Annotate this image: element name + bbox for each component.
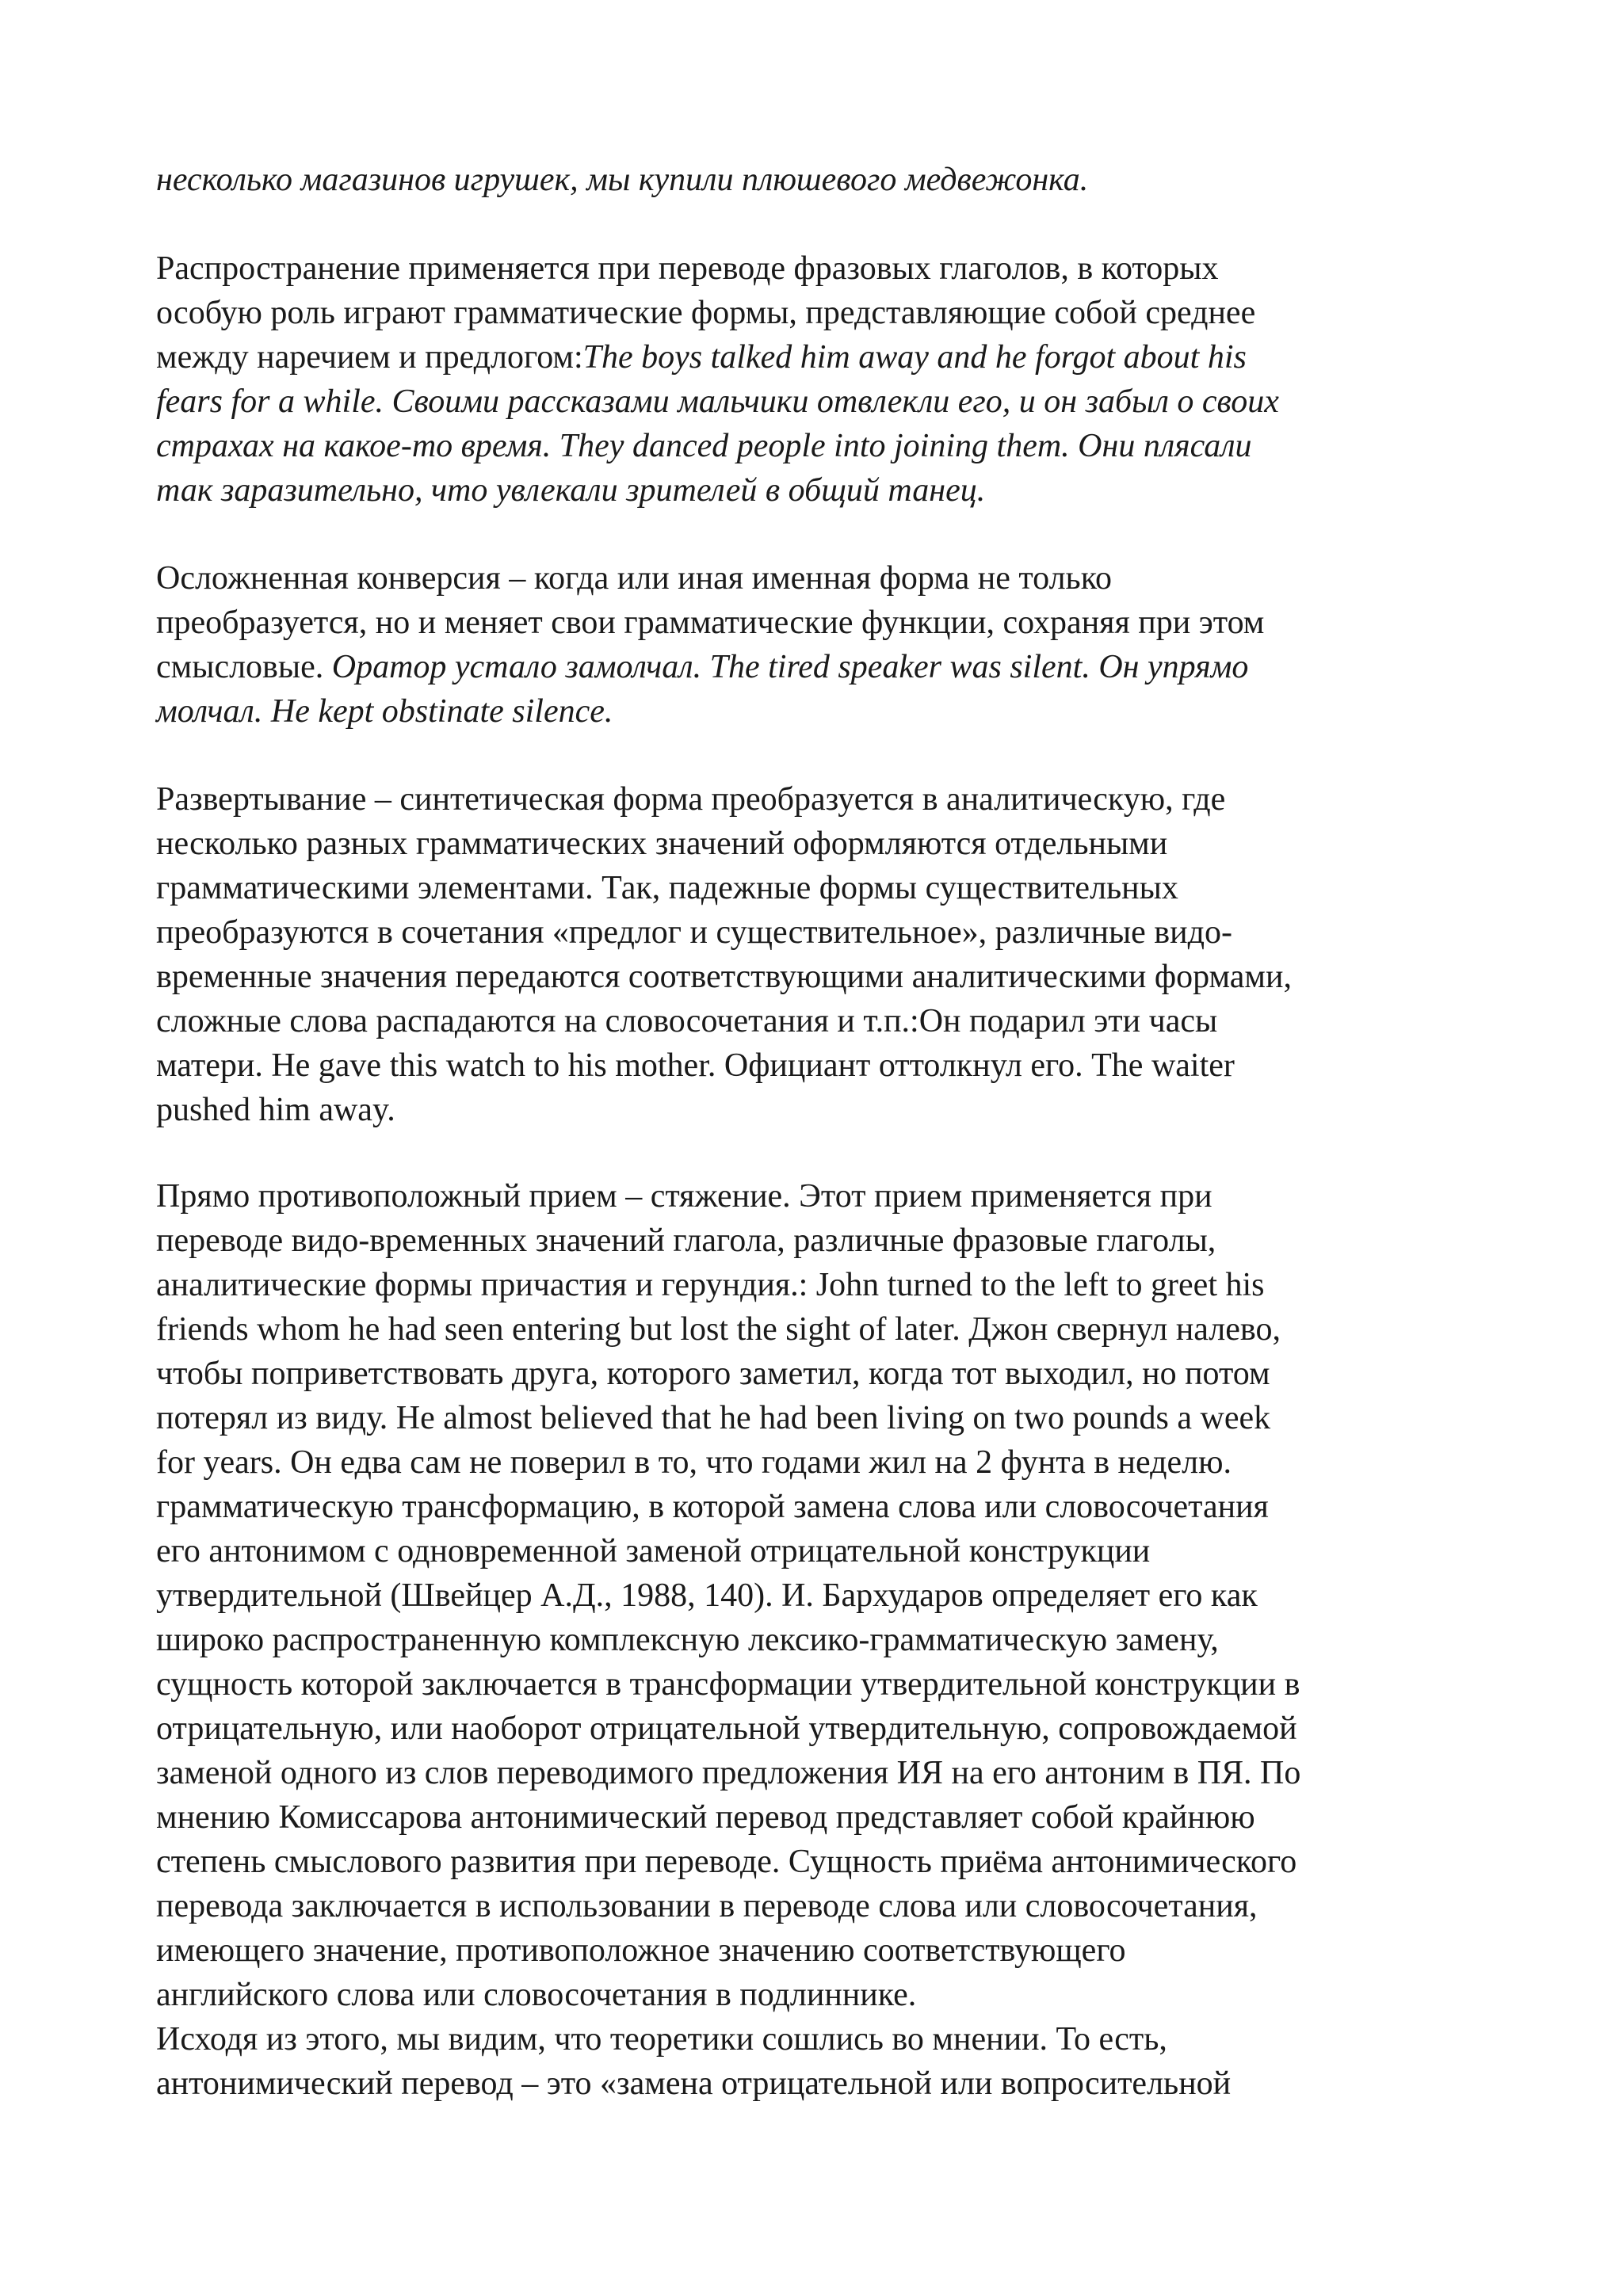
body-text: английского слова или словосочетания в подлиннике. (156, 1977, 917, 2013)
text-line (156, 1352, 1487, 1396)
text-line (156, 1573, 1487, 1618)
text-line (156, 1307, 1487, 1352)
text-line (156, 645, 1487, 689)
text-line (156, 601, 1487, 645)
body-text: смысловые. (156, 649, 332, 685)
text-line (156, 1707, 1487, 1751)
text-line (156, 1263, 1487, 1307)
text-line (156, 246, 1487, 291)
text-line (156, 955, 1487, 999)
text-line (156, 866, 1487, 910)
text-line (156, 1396, 1487, 1440)
body-text: отрицательную, или наоборот отрицательной утвердительную, сопровождаемой (156, 1711, 1297, 1747)
italic-example-text: The boys talked him away and he forgot about his (582, 339, 1247, 376)
text-line (156, 556, 1487, 601)
body-text: особую роль играют грамматические формы, представляющие собой среднее (156, 295, 1256, 331)
text-line (156, 1840, 1487, 1884)
body-text: несколько разных грамматических значений оформляются отдельными (156, 826, 1168, 862)
text-line (156, 379, 1487, 424)
body-text: Распространение применяется при переводе фразовых глаголов, в которых (156, 250, 1219, 287)
body-text: сложные слова распадаются на словосочетания и т.п.:Он подарил эти часы (156, 1003, 1218, 1039)
text-line (156, 822, 1487, 866)
text-line (156, 2061, 1487, 2106)
text-line (156, 1440, 1487, 1485)
text-line (156, 1884, 1487, 1928)
body-text: заменой одного из слов переводимого предложения ИЯ на его антоним в ПЯ. По (156, 1755, 1301, 1791)
italic-example-text: Оратор устало замолчал. The tired speaker was silent. Он упрямо (331, 649, 1249, 685)
text-line (156, 999, 1487, 1043)
paragraph-continuation-example (156, 158, 1487, 202)
text-line (156, 689, 1487, 734)
paragraph-conclusion (156, 2017, 1487, 2106)
body-text: потерял из виду. He almost believed that he had been living on two pounds a week (156, 1400, 1271, 1436)
body-text: pushed him away. (156, 1092, 395, 1128)
text-line (156, 1088, 1487, 1132)
body-text: антонимический перевод – это «замена отрицательной или вопросительной (156, 2065, 1232, 2102)
text-line (156, 158, 1487, 202)
paragraph-contraction-and-antonymic (156, 1174, 1487, 2017)
italic-example-text: страхах на какое-то время. They danced people into joining them. Они плясали (156, 428, 1252, 464)
text-line (156, 1618, 1487, 1662)
body-text: чтобы поприветствовать друга, которого заметил, когда тот выходил, но потом (156, 1356, 1270, 1392)
text-line (156, 424, 1487, 468)
text-line (156, 1662, 1487, 1707)
text-line (156, 2017, 1487, 2061)
text-line (156, 335, 1487, 379)
text-line (156, 468, 1487, 513)
text-line (156, 1928, 1487, 1973)
body-text: широко распространенную комплексную лексико-грамматическую замену, (156, 1622, 1219, 1658)
italic-example-text: молчал. He kept obstinate silence. (156, 693, 613, 730)
text-line (156, 777, 1487, 822)
body-text: сущность которой заключается в трансформации утвердительной конструкции в (156, 1666, 1300, 1703)
body-text: Прямо противоположный прием – стяжение. Этот прием применяется при (156, 1178, 1212, 1215)
body-text: for years. Он едва сам не поверил в то, что годами жил на 2 фунта в неделю. (156, 1444, 1232, 1481)
text-line (156, 1795, 1487, 1840)
body-text: Развертывание – синтетическая форма преобразуется в аналитическую, где (156, 781, 1226, 818)
body-text: грамматическими элементами. Так, падежные формы существительных (156, 870, 1178, 906)
text-line (156, 1485, 1487, 1529)
text-line (156, 1529, 1487, 1573)
body-text: временные значения передаются соответствующими аналитическими формами, (156, 959, 1292, 995)
text-line (156, 910, 1487, 955)
text-line (156, 291, 1487, 335)
body-text: имеющего значение, противоположное значению соответствующего (156, 1932, 1126, 1969)
body-text: мнению Комиссарова антонимический перевод представляет собой крайнюю (156, 1799, 1255, 1836)
body-text: friends whom he had seen entering but lost the sight of later. Джон свернул налево, (156, 1311, 1281, 1348)
paragraph-unfolding (156, 777, 1487, 1132)
body-text: Осложненная конверсия – когда или иная именная форма не только (156, 560, 1112, 597)
text-line (156, 1043, 1487, 1088)
body-text: перевода заключается в использовании в переводе слова или словосочетания, (156, 1888, 1258, 1924)
body-text: утвердительной (Швейцер А.Д., 1988, 140). И. Бархударов определяет его как (156, 1577, 1258, 1614)
body-text: преобразуются в сочетания «предлог и существительное», различные видо- (156, 914, 1232, 951)
body-text: матери. He gave this watch to his mother. Официант оттолкнул его. The waiter (156, 1047, 1235, 1084)
italic-example-text: так заразительно, что увлекали зрителей в общий танец. (156, 472, 986, 509)
body-text: его антонимом с одновременной заменой отрицательной конструкции (156, 1533, 1151, 1569)
text-line (156, 1174, 1487, 1219)
body-text: аналитические формы причастия и герундия.: John turned to the left to greet his (156, 1267, 1265, 1303)
text-line (156, 1751, 1487, 1795)
body-text: переводе видо-временных значений глагола, различные фразовые глаголы, (156, 1222, 1216, 1259)
body-text: преобразуется, но и меняет свои грамматические функции, сохраняя при этом (156, 605, 1265, 641)
paragraph-complicated-conversion (156, 556, 1487, 734)
text-line (156, 1973, 1487, 2017)
body-text: между наречием и предлогом: (156, 339, 583, 376)
paragraph-expansion (156, 246, 1487, 513)
italic-example-text: fears for a while. Своими рассказами мальчики отвлекли его, и он забыл о своих (156, 383, 1279, 420)
body-text: степень смыслового развития при переводе. Сущность приёма антонимического (156, 1844, 1297, 1880)
body-text: грамматическую трансформацию, в которой замена слова или словосочетания (156, 1489, 1269, 1525)
text-line (156, 1219, 1487, 1263)
italic-example-text: несколько магазинов игрушек, мы купили плюшевого медвежонка. (156, 162, 1089, 198)
body-text: Исходя из этого, мы видим, что теоретики сошлись во мнении. То есть, (156, 2021, 1167, 2058)
